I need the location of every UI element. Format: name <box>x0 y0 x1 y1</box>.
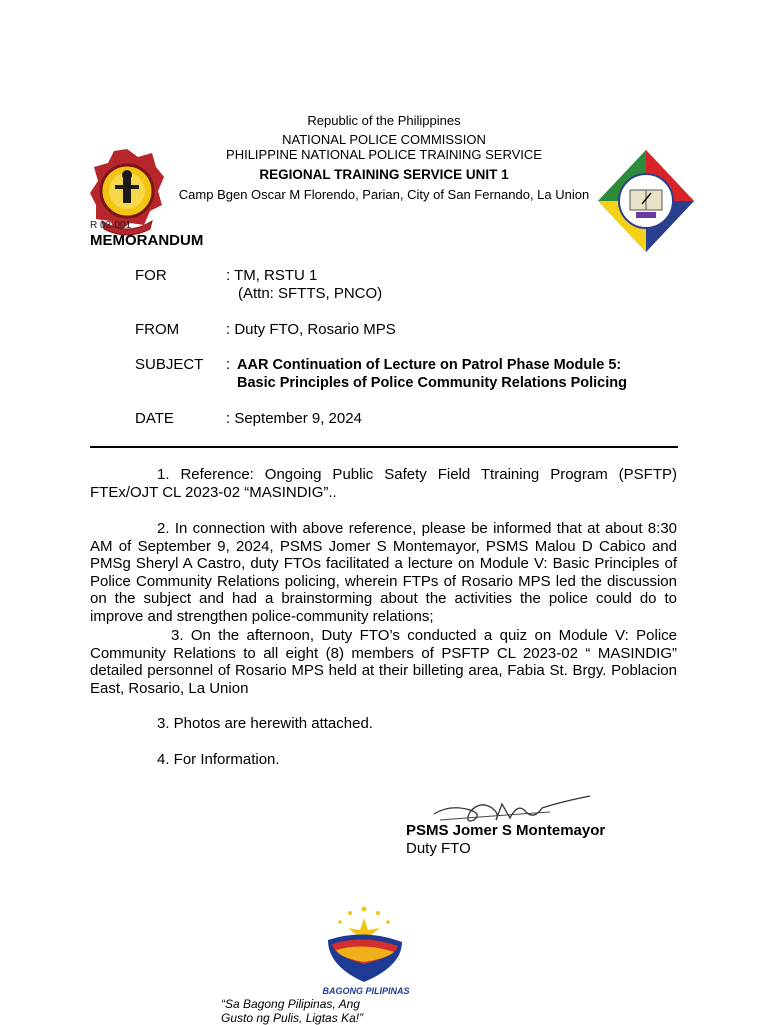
paragraph-2-lead: 2. In connection with above reference, please be informed that at about 8:30 <box>157 520 677 537</box>
memo-title: MEMORANDUM <box>90 232 204 249</box>
training-service-seal-icon <box>596 148 696 254</box>
for-value: : TM, RSTU 1 <box>226 267 318 284</box>
subject-line-1: AAR Continuation of Lecture on Patrol Phase Module 5: <box>237 357 622 373</box>
header-unit: REGIONAL TRAINING SERVICE UNIT 1 <box>259 167 509 182</box>
for-attention: (Attn: SFTTS, PNCO) <box>238 285 383 302</box>
footer-quote-line-1: “Sa Bagong Pilipinas, Ang <box>221 997 360 1011</box>
from-value: : Duty FTO, Rosario MPS <box>226 321 396 338</box>
date-label: DATE <box>135 410 174 427</box>
paragraph-3-rest: Community Relations to all eight (8) members of PSFTP CL 2023-02 “ MASINDIG” detailed personnel of Rosario MPS held at their billeting area, Fabia St. Brgy. Poblacion East, Rosario, La Union <box>90 644 677 697</box>
header-address: Camp Bgen Oscar M Florendo, Parian, City of San Fernando, La Union <box>178 187 590 202</box>
bagong-pilipinas-logo-icon <box>318 904 414 998</box>
header-commission: NATIONAL POLICE COMMISSION <box>282 132 486 147</box>
header-service: PHILIPPINE NATIONAL POLICE TRAINING SERVICE <box>226 147 542 162</box>
paragraph-information: 4. For Information. <box>157 751 280 768</box>
header-divider <box>90 446 678 448</box>
paragraph-photos: 3. Photos are herewith attached. <box>157 715 373 732</box>
paragraph-2 <box>90 520 677 626</box>
for-label: FOR <box>135 267 167 284</box>
from-label: FROM <box>135 321 180 338</box>
reference-number: R 02-001 <box>90 220 132 231</box>
signatory-name: PSMS Jomer S Montemayor <box>406 822 606 839</box>
paragraph-1 <box>90 466 677 501</box>
subject-colon: : <box>226 356 231 373</box>
bagong-pilipinas-text: BAGONG PILIPINAS <box>322 986 410 996</box>
subject-line-2: Basic Principles of Police Community Relations Policing <box>237 375 627 391</box>
subject-label: SUBJECT <box>135 356 204 373</box>
paragraph-2-rest: AM of September 9, 2024, PSMS Jomer S Montemayor, PSMS Malou D Cabico and PMSg Sheryl A Castro, duty FTOs facilitated a lecture on Module V: Basic Principles of Police Community Relations policing, wherein FTPs of Rosario MPS led the discussion on the subject and had a brainstorming about the activities the police could do to improve and strengthen police-community relations; <box>90 537 677 625</box>
paragraph-3 <box>90 627 677 697</box>
footer-quote-line-2: Gusto ng Pulis, Ligtas Ka!” <box>221 1011 364 1025</box>
paragraph-1-lead: 1. Reference: Ongoing Public Safety Field Ttraining Program (PSFTP) <box>157 466 677 483</box>
signatory-title: Duty FTO <box>406 840 471 857</box>
header-country: Republic of the Philippines <box>307 113 461 128</box>
paragraph-3-lead: 3. On the afternoon, Duty FTO’s conducted a quiz on Module V: Police <box>171 627 677 644</box>
paragraph-1-rest: FTEx/OJT CL 2023-02 “MASINDIG”.. <box>90 483 337 501</box>
date-value: : September 9, 2024 <box>226 410 362 427</box>
